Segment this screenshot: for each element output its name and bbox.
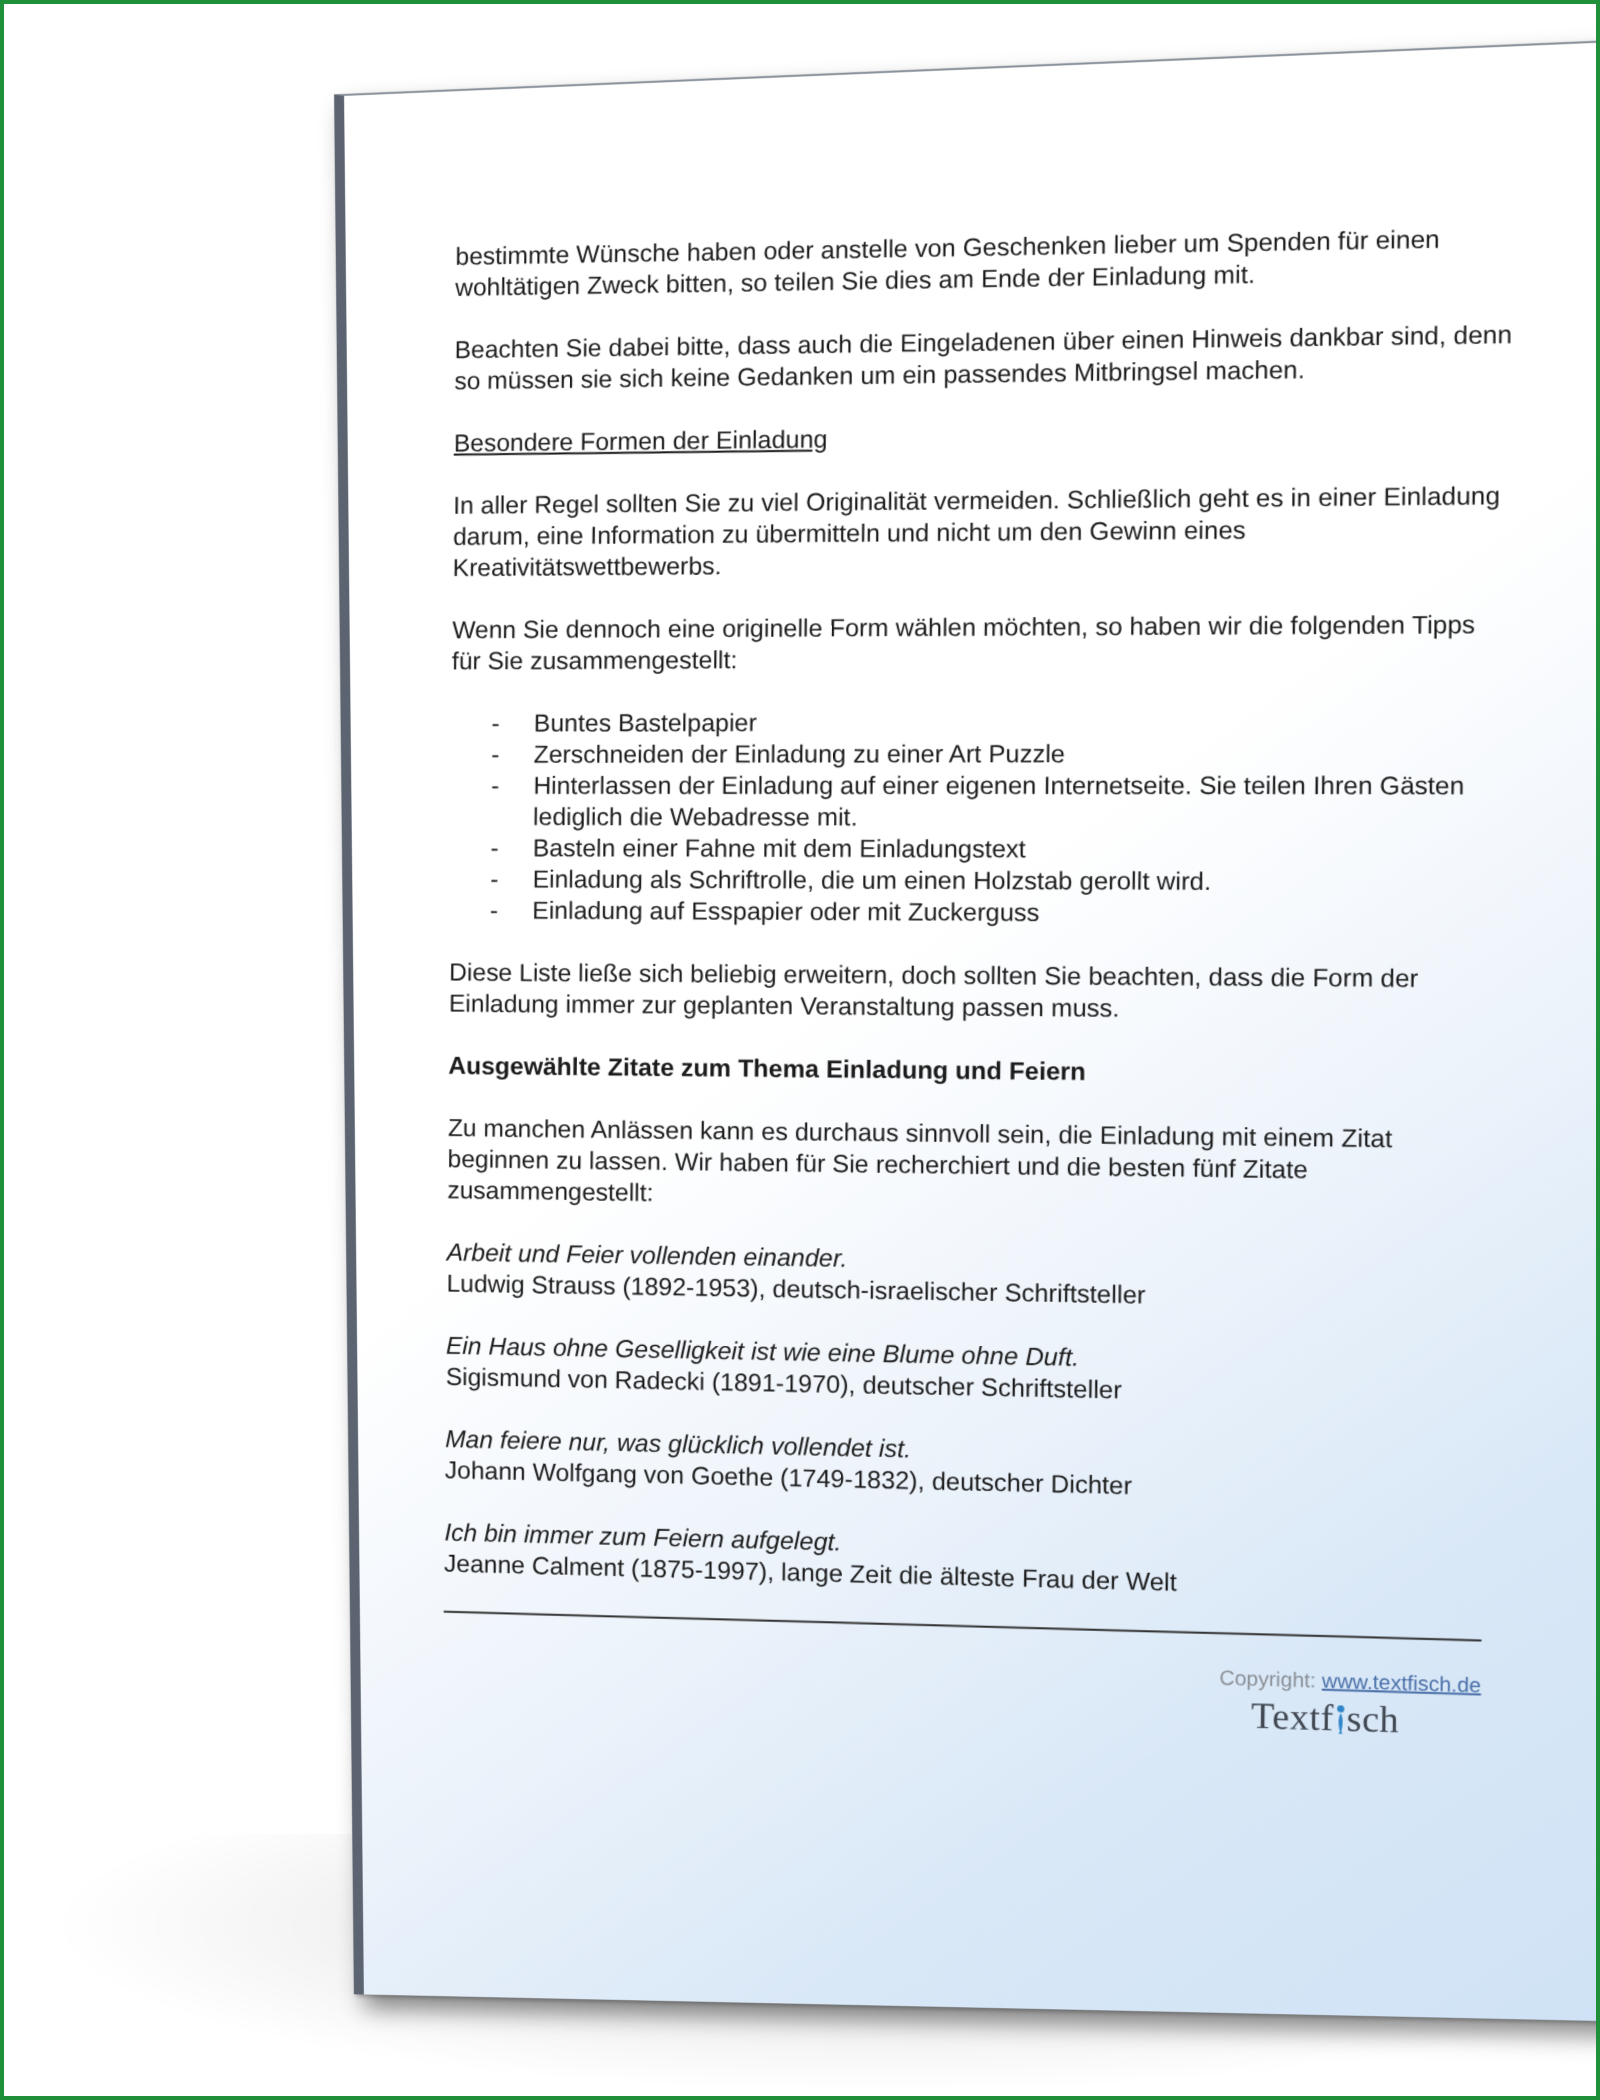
list-dash: -: [490, 835, 499, 863]
quote-block: [446, 1237, 1506, 1318]
document-sheet-wrapper: [334, 41, 1600, 2022]
document-content: [443, 223, 1516, 1767]
list-item-text: Basteln einer Fahne mit dem Einladungstext: [532, 835, 1026, 864]
quote-text: Man feiere nur, was glücklich vollendet ist.: [445, 1426, 912, 1464]
list-item: [450, 770, 1510, 834]
textfisch-logo: [1250, 1694, 1400, 1741]
list-dash: -: [490, 772, 500, 800]
quote-author: Jeanne Calment (1875-1997), lange Zeit die älteste Frau der Welt: [443, 1550, 1178, 1598]
quote-block: [444, 1517, 1504, 1607]
list-dash: -: [491, 741, 500, 769]
section-paragraph-2: Wenn Sie dennoch eine originelle Form wählen möchten, so haben wir die folgenden Tipps für Sie zusammengestellt:: [451, 611, 1476, 676]
quote-author: Sigismund von Radecki (1891-1970), deutscher Schriftsteller: [445, 1363, 1122, 1405]
list-dash: -: [490, 866, 499, 894]
list-item: [451, 738, 1511, 771]
list-item-text: Zerschneiden der Einladung zu einer Art Puzzle: [533, 740, 1066, 769]
list-item-text: Buntes Bastelpapier: [533, 709, 757, 738]
intro-paragraph-2: Beachten Sie dabei bitte, dass auch die Eingeladenen über einen Hinweis dankbar sind, denn so müssen sie sich keine Gedanken um ein passendes Mitbringsel machen.: [454, 321, 1513, 396]
copyright-link[interactable]: www.textfisch.de: [1321, 1670, 1482, 1698]
list-item-text: Einladung als Schriftrolle, die um einen Holzstab gerollt wird.: [532, 866, 1212, 897]
quote-author: Johann Wolfgang von Goethe (1749-1832), deutscher Dichter: [444, 1457, 1133, 1501]
list-item: [450, 833, 1510, 867]
copyright-label: Copyright:: [1219, 1667, 1322, 1693]
list-dash: -: [489, 897, 499, 925]
section-paragraph-1: In aller Regel sollten Sie zu viel Originalität vermeiden. Schließlich geht es in einer Einladung darum, eine Information zu übermitteln und nicht um den Gewinn eines Kreativitätswettbewerbs.: [452, 482, 1501, 583]
quote-block: [446, 1331, 1506, 1415]
list-dash: -: [491, 710, 500, 738]
section-heading: Besondere Formen der Einladung: [453, 426, 828, 458]
list-item: [450, 864, 1510, 899]
logo-text-right: sch: [1346, 1697, 1400, 1741]
closing-paragraph: Diese Liste ließe sich beliebig erweitern, doch sollten Sie beachten, dass die Form der Einladung immer zur geplanten Veranstaltung passen muss.: [448, 959, 1419, 1023]
quote-author: Ludwig Strauss (1892-1953), deutsch-israelischer Schriftsteller: [446, 1270, 1146, 1310]
quote-text: Arbeit und Feier vollenden einander.: [446, 1239, 848, 1274]
logo-text-left: Textf: [1250, 1694, 1334, 1739]
quotes-heading: Ausgewählte Zitate zum Thema Einladung und Feiern: [448, 1052, 1086, 1087]
list-item-text: Hinterlassen der Einladung auf einer eigenen Internetseite. Sie teilen Ihren Gästen lediglich die Webadresse mit.: [532, 772, 1465, 832]
quote-text: Ein Haus ohne Geselligkeit ist wie eine Blume ohne Duft.: [445, 1332, 1080, 1373]
quote-block: [445, 1424, 1505, 1511]
quote-text: Ich bin immer zum Feiern aufgelegt.: [444, 1519, 842, 1557]
quotes-intro: Zu manchen Anlässen kann es durchaus sinnvoll sein, die Einladung mit einem Zitat beginnen zu lassen. Wir haben für Sie recherchiert und die besten fünf Zitate zusammengestellt:: [447, 1115, 1393, 1208]
list-item-text: Einladung auf Esspapier oder mit Zuckerguss: [532, 897, 1040, 928]
tips-list: [450, 706, 1512, 932]
list-item: [450, 895, 1510, 931]
document-sheet: [334, 41, 1600, 2022]
fish-icon: [1335, 1701, 1346, 1736]
list-item: [451, 706, 1511, 740]
intro-paragraph-1: bestimmte Wünsche haben oder anstelle von Geschenken lieber um Spenden für einen wohltätigen Zweck bitten, so teilen Sie dies am Ende der Einladung mit.: [455, 225, 1440, 303]
